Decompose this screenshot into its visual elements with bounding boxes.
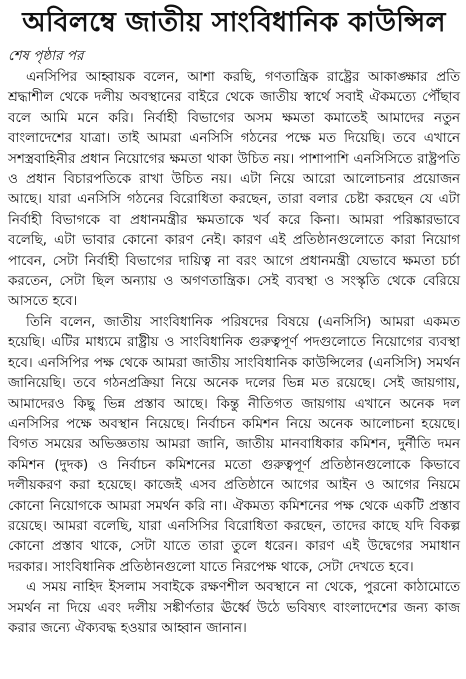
- paragraph: এ সময় নাহিদ ইসলাম সবাইকে রক্ষণশীল অবস্থানে না থেকে, পুরনো কাঠামোতে সমর্থন না দিয়ে এবং দলীয় সঙ্কীর্ণতার ঊর্ধ্বে উঠে ভবিষ্যৎ বাংলাদেশের জন্য কাজ করার জন্যে ঐক্যবদ্ধ হওয়ার আহ্বান জানান।: [8, 580, 460, 636]
- continued-from-label: শেষ পৃষ্ঠার পর: [8, 48, 84, 64]
- paragraph: এনসিপির আহ্বায়ক বলেন, আশা করছি, গণতান্ত্রিক রাষ্ট্রের আকাঙ্ক্ষার প্রতি শ্রদ্ধাশীল থেকে দলীয় অবস্থানের বাইরে থেকে জাতীয় স্বার্থে সবাই ঐকমত্যে পৌঁছাব বলে আমি মনে করি। নির্বাহী বিভাগের অসম ক্ষমতা কমাতেই আমাদের নতুন বাংলাদেশের যাত্রা। তাই আমরা এনসিসি গঠনের পক্ষে মত দিয়েছি। তবে এখানে সশস্ত্রবাহিনীর প্রধান নিয়োগের ক্ষমতা থাকা উচিত নয়। পাশাপাশি এনসিসিতে রাষ্ট্রপতি ও প্রধান বিচারপতিকে রাখা উচিত নয়। এটা নিয়ে আরো আলোচনার প্রয়োজন আছে। যারা এনসিসি গঠনের বিরোধিতা করছেন, তারা বলার চেষ্টা করছেন যে এটা নির্বাহী বিভাগকে বা প্রধানমন্ত্রীর ক্ষমতাকে খর্ব করে কিনা। আমরা পরিষ্কারভাবে বলেছি, এটা ভাবার কোনো কারণ নেই। কারণ এই প্রতিষ্ঠানগুলোতে কারা নিয়োগ পাবেন, সেটা নির্বাহী বিভাগের দায়িত্ব না বরং আগে প্রধানমন্ত্রী যেভাবে ক্ষমতা চর্চা করতেন, সেটা ছিল অন্যায় ও অগণতান্ত্রিক। সেই ব্যবস্থা ও সংস্কৃতি থেকে বেরিয়ে আসতে হবে।: [8, 70, 460, 310]
- paragraph: তিনি বলেন, জাতীয় সাংবিধানিক পরিষদের বিষয়ে (এনসিসি) আমরা একমত হয়েছি। এটির মাধ্যমে রাষ্ট্রীয় ও সাংবিধানিক গুরুত্বপূর্ণ পদগুলোতে নিয়োগের ব্যবস্থা হবে। এনসিপির পক্ষ থেকে আমরা জাতীয় সাংবিধানিক কাউন্সিলের (এনসিসি) সমর্থন জানিয়েছি। তবে গঠনপ্রক্রিয়া নিয়ে অনেক দলের ভিন্ন মত রয়েছে। সেই জায়গায়, আমাদেরও কিছু ভিন্ন প্রস্তাব আছে। কিন্তু নীতিগত জায়গায় এখানে অনেক দল এনসিসির পক্ষে অবস্থান নিয়েছে। নির্বাচন কমিশন নিয়ে অনেক আলোচনা হয়েছে। বিগত সময়ের অভিজ্ঞতায় আমরা জানি, জাতীয় মানবাধিকার কমিশন, দুর্নীতি দমন কমিশন (দুদক) ও নির্বাচন কমিশনের মতো গুরুত্বপূর্ণ প্রতিষ্ঠানগুলোকে কিভাবে দলীয়করণ করা হয়েছে। কাজেই এসব প্রতিষ্ঠানে আগের আইন ও আগের নিয়মে কোনো নিয়োগকে আমরা সমর্থন করি না। ঐকমত্য কমিশনের পক্ষ থেকে একটি প্রস্তাব রয়েছে। আমরা বলেছি, যারা এনসিসির বিরোধিতা করছেন, তাদের কাছে যদি বিকল্প কোনো প্রস্তাব থাকে, সেটা যাতে তারা তুলে ধরেন। কারণ এই উদ্বেগের সমাধান দরকার। সাংবিধানিক প্রতিষ্ঠানগুলো যাতে নিরপেক্ষ থাকে, সেটা দেখতে হবে।: [8, 314, 460, 575]
- headline: অবিলম্বে জাতীয় সাংবিধানিক কাউন্সিল: [22, 7, 446, 38]
